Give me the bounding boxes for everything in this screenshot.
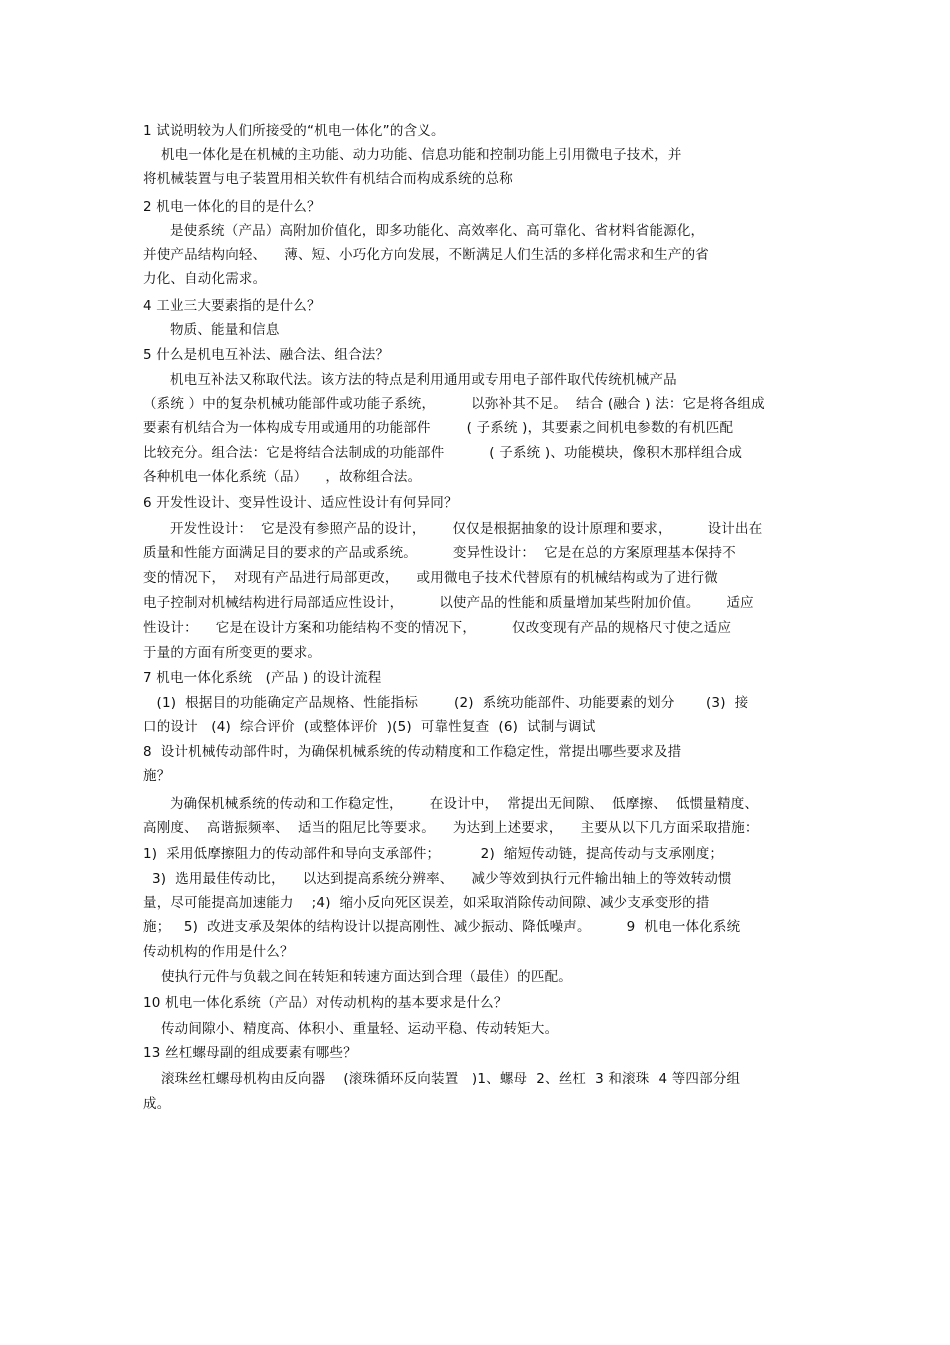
question-1: 1 试说明较为人们所接受的“机电一体化”的含义。 xyxy=(143,123,445,139)
answer-2-line-2: 并使产品结构向轻、 薄、短、小巧化方向发展，不断满足人们生活的多样化需求和生产的省 xyxy=(143,247,709,263)
question-5: 5 什么是机电互补法、融合法、组合法？ xyxy=(143,347,390,363)
answer-5-line-3: 要素有机结合为一体构成专用或通用的功能部件 ( 子系统 )，其要素之间机电参数的有机匹配 xyxy=(143,420,734,436)
answer-13-line-2: 成。 xyxy=(143,1096,171,1112)
answer-1-line-2: 将机械装置与电子装置用相关软件有机结合而构成系统的总称 xyxy=(143,171,513,187)
question-10: 10 机电一体化系统（产品）对传动机构的基本要求是什么？ xyxy=(143,995,508,1011)
answer-7-line-2: 口的设计 (4) 综合评价 (或整体评价 )(5) 可靠性复查 (6) 试制与调试 xyxy=(143,719,596,735)
answer-5-line-5: 各种机电一体化系统（品） ，故称组合法。 xyxy=(143,469,422,485)
answer-5-line-4: 比较充分。组合法：它是将结合法制成的功能部件 ( 子系统 )、功能模块，像积木那样组合成 xyxy=(143,445,743,461)
answer-8-line-1: 为确保机械系统的传动和工作稳定性， 在设计中， 常提出无间隙、 低摩擦、 低惯量精度、 xyxy=(143,796,759,812)
answer-2-line-1: 是使系统（产品）高附加价值化，即多功能化、高效率化、高可靠化、省材料省能源化， xyxy=(143,223,705,239)
answer-10-line-1: 传动间隙小、精度高、体积小、重量轻、运动平稳、传动转矩大。 xyxy=(143,1021,559,1037)
answer-13-line-1: 滚珠丝杠螺母机构由反向器 (滚珠循环反向装置 )1、螺母 2、丝杠 3 和滚珠 4 等四部分组 xyxy=(143,1071,741,1087)
question-8-line-1: 8 设计机械传动部件时，为确保机械系统的传动精度和工作稳定性，常提出哪些要求及措 xyxy=(143,744,682,760)
question-9: 传动机构的作用是什么？ xyxy=(143,944,294,960)
answer-6-line-3: 变的情况下， 对现有产品进行局部更改， 或用微电子技术代替原有的机械结构或为了进行微 xyxy=(143,570,718,586)
answer-8-line-2: 高刚度、 高谐振频率、 适当的阻尼比等要求。 为达到上述要求， 主要从以下几方面采取措施： xyxy=(143,820,759,836)
answer-1-line-1: 机电一体化是在机械的主功能、动力功能、信息功能和控制功能上引用微电子技术，并 xyxy=(143,147,682,163)
question-4: 4 工业三大要素指的是什么？ xyxy=(143,298,321,314)
answer-6-line-5: 性设计： 它是在设计方案和功能结构不变的情况下， 仅改变现有产品的规格尺寸使之适应 xyxy=(143,620,732,636)
question-8-line-2: 施？ xyxy=(143,768,171,784)
answer-6-line-2: 质量和性能方面满足目的要求的产品或系统。 变异性设计： 它是在总的方案原理基本保持不 xyxy=(143,545,736,561)
answer-6-line-1: 开发性设计： 它是没有参照产品的设计， 仅仅是根据抽象的设计原理和要求， 设计出在 xyxy=(143,521,763,537)
answer-2-line-3: 力化、自动化需求。 xyxy=(143,271,267,287)
question-13: 13 丝杠螺母副的组成要素有哪些？ xyxy=(143,1045,357,1061)
answer-8-line-3: 1) 采用低摩擦阻力的传动部件和导向支承部件； 2) 缩短传动链，提高传动与支承刚度； xyxy=(143,846,724,862)
answer-4-line-1: 物质、能量和信息 xyxy=(143,322,280,338)
answer-6-line-6: 于量的方面有所变更的要求。 xyxy=(143,645,322,661)
answer-5-line-1: 机电互补法又称取代法。该方法的特点是利用通用或专用电子部件取代传统机械产品 xyxy=(143,372,677,388)
answer-8-line-6: 施； 5) 改进支承及架体的结构设计以提高刚性、减少振动、降低噪声。 9 机电一体化系统 xyxy=(143,919,741,935)
answer-7-line-1: (1) 根据目的功能确定产品规格、性能指标 (2) 系统功能部件、功能要素的划分 (3) 接 xyxy=(143,695,749,711)
answer-8-line-5: 量，尽可能提高加速能力 ;4) 缩小反向死区误差，如采取消除传动间隙、减少支承变形的措 xyxy=(143,895,710,911)
question-7: 7 机电一体化系统 (产品 ) 的设计流程 xyxy=(143,670,382,686)
answer-9-line-1: 使执行元件与负载之间在转矩和转速方面达到合理（最佳）的匹配。 xyxy=(143,969,572,985)
question-6: 6 开发性设计、变异性设计、适应性设计有何异同？ xyxy=(143,495,458,511)
answer-8-line-4: 3) 选用最佳传动比， 以达到提高系统分辨率、 减少等效到执行元件输出轴上的等效转动惯 xyxy=(143,871,732,887)
answer-5-line-2: （系统 ）中的复杂机械功能部件或功能子系统， 以弥补其不足。 结合 (融合 ) 法：它是将各组成 xyxy=(143,396,765,412)
question-2: 2 机电一体化的目的是什么？ xyxy=(143,199,321,215)
answer-6-line-4: 电子控制对机械结构进行局部适应性设计， 以使产品的性能和质量增加某些附加价值。 适应 xyxy=(143,595,754,611)
